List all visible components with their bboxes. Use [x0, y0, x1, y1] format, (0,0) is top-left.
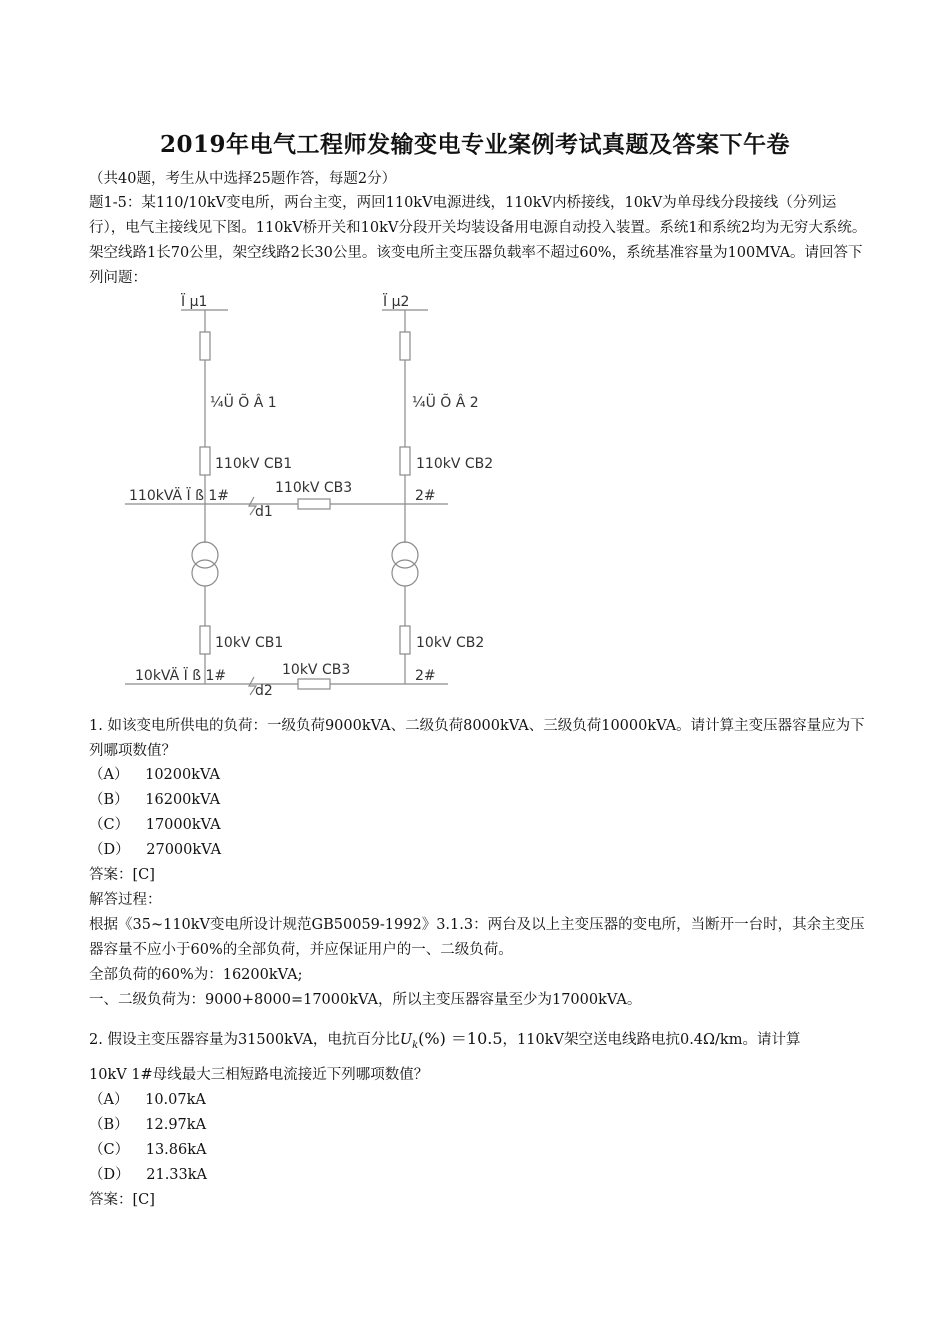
- option-label: （D）: [89, 1167, 130, 1183]
- cb110-2-label: 110kV CB2: [416, 456, 494, 472]
- transformer1-winding-b: [192, 560, 218, 586]
- cb10-2-label: 10kV CB2: [416, 635, 485, 651]
- question-stem: 题1-5：某110/10kV变电所，两台主变，两回110kV电源进线，110kV内桥接线，10kV为单母线分段接线（分列运行），电气主接线见下图。110kV桥开关和10kV分段开关均装设备用电源自动投入装置。系统1和系统2均为无穷大系统。架空线路1长70公里，架空线路2长30公里。该变电所主变压器负载率不超过60%，系统基准容量为100MVA。请回答下列问题：: [89, 195, 867, 286]
- cb110-2-symbol: [400, 447, 410, 475]
- line2-switch: [400, 332, 410, 360]
- option-label: （C）: [89, 1142, 130, 1158]
- line2-label: ¼Ü Õ Â 2: [412, 395, 479, 411]
- q2-option-c: [89, 1138, 207, 1163]
- q1-option-c: [89, 813, 221, 838]
- option-value: 17000kVA: [145, 817, 221, 833]
- cb110-3-label: 110kV CB3: [275, 480, 353, 496]
- intro-note: （共40题，考生从中选择25题作答，每题2分）: [89, 171, 397, 187]
- q2-math-rest: (%) ＝10.5: [418, 1029, 503, 1048]
- source2-label: Ï µ2: [383, 294, 410, 310]
- fault-d2-label: d2: [255, 683, 273, 699]
- line1-label: ¼Ü Õ Â 1: [210, 395, 277, 411]
- option-value: 10.07kA: [145, 1092, 206, 1108]
- q1-calc-1: 全部负荷的60%为：16200kVA;: [89, 967, 303, 983]
- transformer2-winding-b: [392, 560, 418, 586]
- cb110-1-symbol: [200, 447, 210, 475]
- source1-label: Ï µ1: [181, 294, 208, 310]
- main-wiring-diagram: [0, 280, 950, 700]
- q2-option-b: [89, 1113, 206, 1138]
- cb110-1-label: 110kV CB1: [215, 456, 293, 472]
- q2-option-d: [89, 1163, 207, 1188]
- q1-calc-2: 一、二级负荷为：9000+8000=17000kVA，所以主变压器容量至少为17000kVA。: [89, 992, 642, 1008]
- option-value: 21.33kA: [146, 1167, 208, 1183]
- option-label: （B）: [89, 792, 129, 808]
- bus10-right-label: 2#: [415, 668, 436, 684]
- option-value: 13.86kA: [145, 1142, 207, 1158]
- q1-explanation: 根据《35~110kV变电所设计规范GB50059-1992》3.1.3：两台及以上主变压器的变电所，当断开一台时，其余主变压器容量不应小于60%的全部负荷，并应保证用户的一、二级负荷。: [89, 917, 865, 958]
- bus10-left-label: 10kVÄ Ï ß 1#: [135, 668, 227, 684]
- option-label: （D）: [89, 842, 130, 858]
- q2-text-part-b: ，110kV架空送电线路电抗0.4Ω/km。请计算: [502, 1032, 801, 1048]
- question-1-text: 1. 如该变电所供电的负荷：一级负荷9000kVA、二级负荷8000kVA、三级负荷10000kVA。请计算主变压器容量应为下列哪项数值？: [89, 718, 865, 759]
- q1-option-b: [89, 788, 220, 813]
- q2-option-a: [89, 1088, 206, 1113]
- cb110-3-symbol: [298, 499, 330, 509]
- option-value: 12.97kA: [145, 1117, 207, 1133]
- line1-switch: [200, 332, 210, 360]
- document-title: 2019年电气工程师发输变电专业案例考试真题及答案下午卷: [159, 131, 790, 158]
- option-label: （C）: [89, 817, 130, 833]
- option-value: 27000kVA: [146, 842, 222, 858]
- q2-math-k: k: [412, 1039, 419, 1051]
- option-value: 16200kVA: [145, 792, 221, 808]
- q1-process-label: 解答过程：: [89, 892, 162, 908]
- option-label: （A）: [89, 767, 129, 783]
- cb10-2-symbol: [400, 626, 410, 654]
- cb10-3-symbol: [298, 679, 330, 689]
- q2-text-part-a: 2. 假设主变压器容量为31500kVA，电抗百分比: [89, 1032, 400, 1048]
- q2-answer: 答案：[C]: [89, 1192, 155, 1208]
- option-label: （B）: [89, 1117, 129, 1133]
- bus110-right-label: 2#: [415, 488, 436, 504]
- question-2-text: [89, 1026, 800, 1058]
- option-label: （A）: [89, 1092, 129, 1108]
- q1-option-a: [89, 763, 220, 788]
- q2-text-line-2: 10kV 1#母线最大三相短路电流接近下列哪项数值？: [89, 1067, 429, 1083]
- cb10-3-label: 10kV CB3: [282, 662, 351, 678]
- fault-d1-label: d1: [255, 504, 273, 520]
- q2-math-u: U: [399, 1032, 413, 1048]
- q1-answer: 答案：[C]: [89, 867, 155, 883]
- bus110-left-label: 110kVÄ Ï ß 1#: [129, 488, 230, 504]
- option-value: 10200kVA: [145, 767, 220, 783]
- q1-option-d: [89, 838, 221, 863]
- cb10-1-label: 10kV CB1: [215, 635, 284, 651]
- cb10-1-symbol: [200, 626, 210, 654]
